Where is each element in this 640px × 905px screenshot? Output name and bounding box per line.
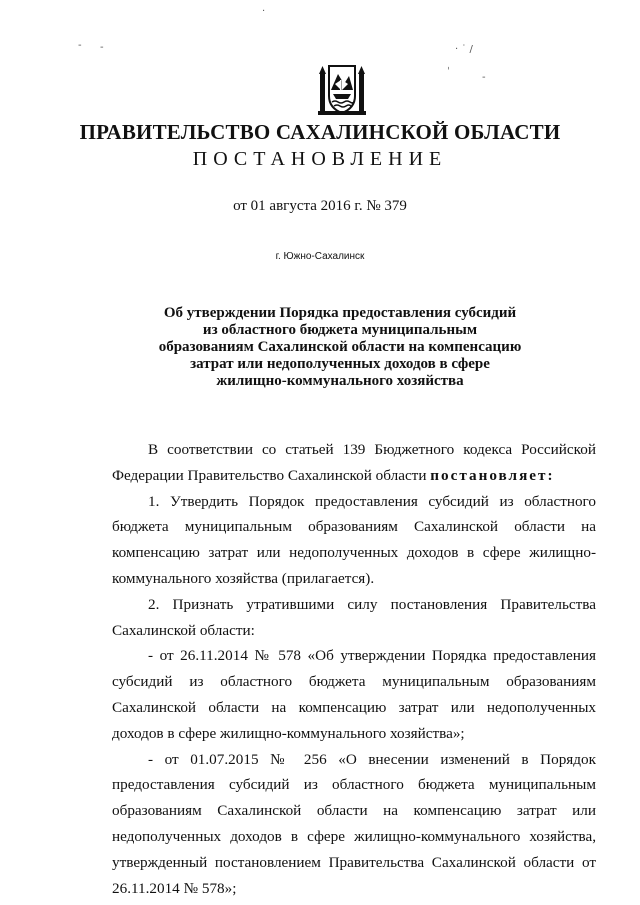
subject-line: жилищно-коммунального хозяйства bbox=[216, 373, 464, 389]
subject-line: затрат или недополученных доходов в сфере bbox=[190, 356, 490, 372]
subject-line: образованиям Сахалинской области на компенсацию bbox=[158, 339, 522, 355]
repealed-act-2: - от 01.07.2015 № 256 «О внесении изменений в Порядок предоставления субсидий из областного бюджета муниципальным образованиям Сахалинской области на компенсацию затрат или недополученных доходов в сфере жилищно-коммунального хозяйства, утвержденный постановлением Правительства Сахалинской области от 26.11.2014 № 578»; bbox=[112, 750, 596, 897]
document-body bbox=[112, 437, 596, 901]
clause-1: 1. Утвердить Порядок предоставления субсидий из областного бюджета муниципальным образованиям Сахалинской области на компенсацию затрат или недополученных доходов в сфере жилищно-коммунального хозяйства (прилагается). bbox=[112, 492, 596, 587]
scan-mark: · bbox=[262, 6, 266, 17]
document-type: ПОСТАНОВЛЕНИЕ bbox=[192, 148, 448, 170]
city-name: г. Южно-Сахалинск bbox=[275, 251, 365, 262]
resolves-word: постановляет: bbox=[430, 466, 555, 484]
repealed-act-1: - от 26.11.2014 № 578 «Об утверждении Порядка предоставления субсидий из областного бюджета муниципальным образованиям Сахалинской области на компенсацию затрат или недополученных доходов в сфере жилищно-коммунального хозяйства»; bbox=[112, 647, 596, 742]
scan-mark: - bbox=[482, 72, 486, 83]
coat-of-arms-icon bbox=[318, 60, 366, 116]
scan-mark: ˌ bbox=[447, 60, 450, 71]
scan-mark: - bbox=[78, 40, 82, 51]
subject-line: из областного бюджета муниципальным bbox=[202, 322, 478, 338]
subject-line: Об утверждении Порядка предоставления субсидий bbox=[163, 305, 517, 321]
document-subject bbox=[140, 305, 540, 390]
scan-mark: · ˙ / bbox=[455, 44, 473, 55]
clause-2: 2. Признать утратившими силу постановления Правительства Сахалинской области: bbox=[112, 595, 596, 639]
organization-name: ПРАВИТЕЛЬСТВО САХАЛИНСКОЙ ОБЛАСТИ bbox=[79, 120, 561, 144]
preamble-text: В соответствии со статьей 139 Бюджетного кодекса Российской Федерации Правительство Сахалинской области bbox=[112, 441, 596, 484]
scan-mark: - bbox=[100, 42, 104, 53]
preamble-paragraph bbox=[112, 437, 596, 489]
document-date-number: от 01 августа 2016 г. № 379 bbox=[233, 198, 407, 214]
